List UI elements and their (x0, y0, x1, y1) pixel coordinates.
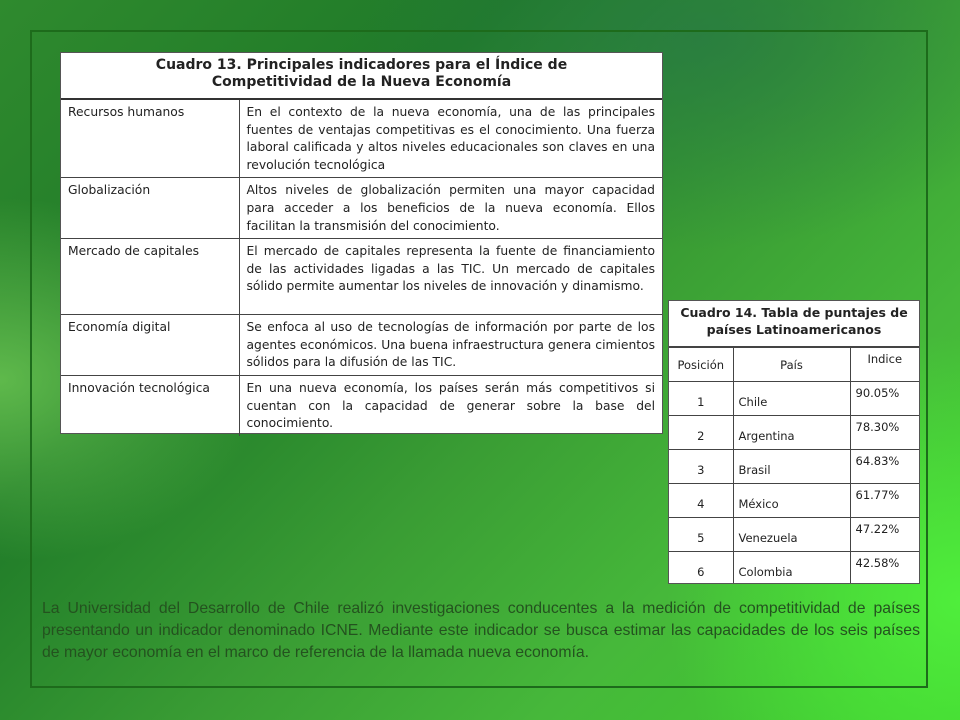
cell-position: 1 (669, 382, 733, 416)
cuadro-14-title (669, 301, 919, 347)
cuadro-14-title-line1: Cuadro 14. Tabla de puntajes de (680, 305, 908, 320)
table-header-row (669, 348, 919, 382)
table-row (61, 315, 662, 376)
cell-position: 5 (669, 518, 733, 552)
cell-index: 64.83% (850, 450, 919, 484)
cell-position: 3 (669, 450, 733, 484)
indicator-name: Innovación tecnológica (61, 375, 239, 436)
cell-country: Argentina (733, 416, 850, 450)
cell-position: 2 (669, 416, 733, 450)
table-row (669, 382, 919, 416)
table-row (61, 375, 662, 436)
scores-table (669, 347, 919, 584)
cuadro-13-title (61, 53, 662, 100)
cell-country: México (733, 484, 850, 518)
cell-index: 78.30% (850, 416, 919, 450)
indicator-description: En el contexto de la nueva economía, una de las principales fuentes de ventajas competitivas es el conocimiento. Una fuerza laboral calificada y altos niveles educacionales son claves en una revolución tecnológica (246, 105, 655, 172)
table-row (669, 416, 919, 450)
table-row (61, 178, 662, 239)
cell-country: Brasil (733, 450, 850, 484)
cell-country: Venezuela (733, 518, 850, 552)
cell-index: 42.58% (850, 552, 919, 585)
table-row (61, 100, 662, 178)
indicator-description: En una nueva economía, los países serán más competitivos si cuentan con la capacidad de generar sobre la base del conocimiento. (239, 375, 662, 436)
cuadro-13-table (60, 52, 663, 434)
cell-country: Chile (733, 382, 850, 416)
indicator-description: Se enfoca al uso de tecnologías de información por parte de los agentes económicos. Una buena infraestructura genera cimientos sólidos para la difusión de las TIC. (239, 315, 662, 376)
cuadro-14-table (668, 300, 920, 584)
cuadro-13-title-line2: Competitividad de la Nueva Economía (211, 74, 512, 90)
indicator-description: El mercado de capitales representa la fuente de financiamiento de las actividades ligadas a las TIC. Un mercado de capitales sólido permite aumentar los niveles de innovación y dinamismo. (239, 239, 662, 315)
cell-index: 61.77% (850, 484, 919, 518)
cell-position: 4 (669, 484, 733, 518)
table-row (669, 552, 919, 585)
table-row (669, 518, 919, 552)
header-posicion: Posición (669, 348, 733, 382)
indicator-description: Altos niveles de globalización permiten una mayor capacidad para acceder a los beneficios de la nueva economía. Ellos facilitan la transmisión del conocimiento. (239, 178, 662, 239)
table-row (61, 239, 662, 315)
header-pais: País (733, 348, 850, 382)
header-indice: Indice (850, 348, 919, 382)
slide-caption: La Universidad del Desarrollo de Chile realizó investigaciones conducentes a la medición de competitividad de países presentando un indicador denominado ICNE. Mediante este indicador se busca estimar las capacidades de los seis países de mayor economía en el marco de referencia de la llamada nueva economía. (42, 600, 920, 661)
indicators-table (61, 100, 662, 436)
cell-country: Colombia (733, 552, 850, 585)
cell-index: 90.05% (850, 382, 919, 416)
indicator-name: Globalización (61, 178, 239, 239)
cuadro-13-title-line1: Cuadro 13. Principales indicadores para el Índice de (155, 57, 568, 73)
indicator-name: Mercado de capitales (61, 239, 239, 315)
indicator-name: Recursos humanos (61, 100, 239, 178)
cuadro-14-title-line2: países Latinoamericanos (706, 322, 882, 337)
table-row (669, 450, 919, 484)
indicator-name: Economía digital (61, 315, 239, 376)
table-row (669, 484, 919, 518)
cell-index: 47.22% (850, 518, 919, 552)
cell-position: 6 (669, 552, 733, 585)
